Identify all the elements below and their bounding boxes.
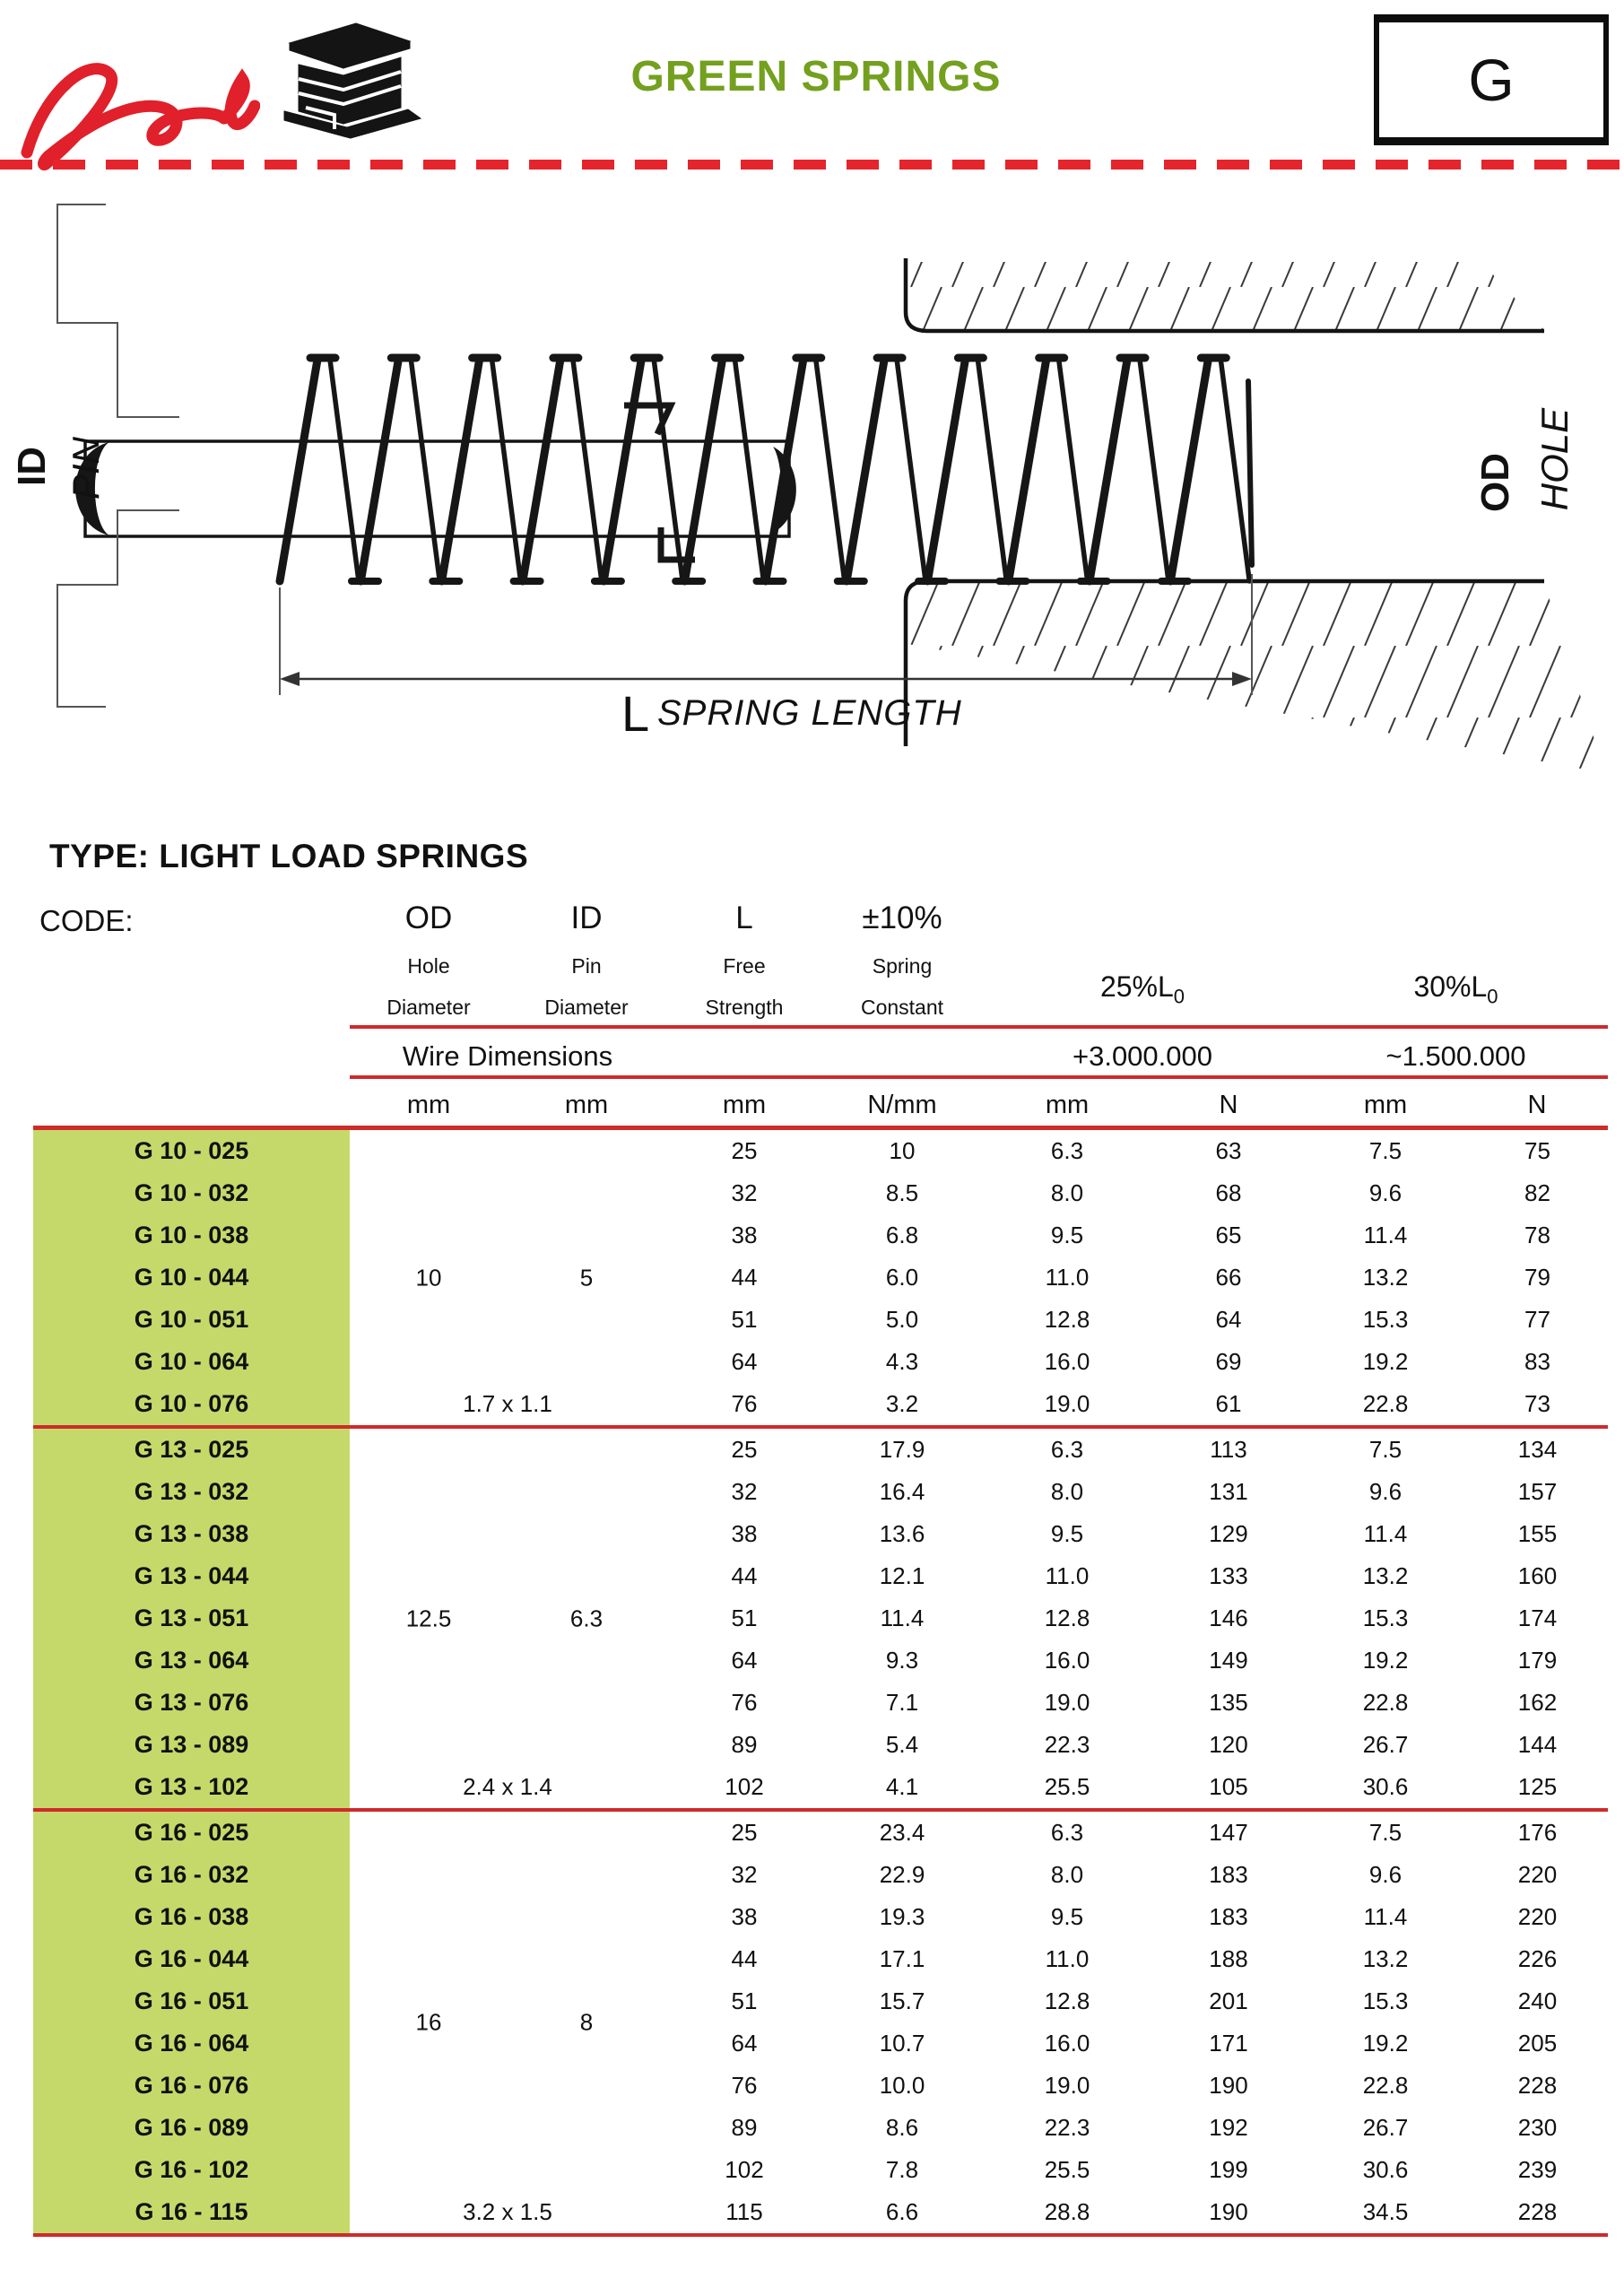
col-header-id: ID — [570, 900, 603, 935]
cell-free-length: 89 — [731, 1731, 758, 1758]
table-row — [33, 1682, 1608, 1724]
cell-free-length: 115 — [725, 2198, 763, 2225]
cell-25-deflection: 19.0 — [1044, 1689, 1090, 1716]
cell-spring-constant: 10 — [889, 1137, 916, 1164]
cell-code: G 16 - 044 — [134, 1945, 249, 1972]
cell-30-force: 75 — [1524, 1137, 1550, 1164]
cell-25-deflection: 8.0 — [1050, 1478, 1084, 1505]
code-column-label: CODE: — [39, 904, 134, 937]
cell-free-length: 32 — [731, 1861, 758, 1888]
cell-30-deflection: 19.2 — [1362, 1647, 1409, 1674]
cell-code: G 16 - 102 — [134, 2156, 249, 2183]
cell-30-force: 228 — [1517, 2198, 1558, 2225]
cell-25-deflection: 9.5 — [1050, 1222, 1084, 1248]
cell-code: G 13 - 064 — [134, 1647, 249, 1674]
cell-25-deflection: 16.0 — [1044, 1348, 1090, 1375]
cell-spring-constant: 10.7 — [879, 2030, 925, 2057]
cell-code: G 16 - 076 — [134, 2072, 249, 2099]
cell-spring-constant: 8.5 — [885, 1179, 919, 1206]
cell-30-deflection: 7.5 — [1368, 1819, 1403, 1846]
cell-code: G 16 - 115 — [135, 2198, 248, 2225]
cell-spring-constant: 17.9 — [879, 1436, 925, 1463]
col-subheader-spring: Spring — [872, 954, 933, 978]
cell-25-force: 147 — [1209, 1819, 1248, 1846]
cell-code: G 10 - 038 — [134, 1222, 249, 1248]
cell-25-deflection: 25.5 — [1044, 1773, 1090, 1800]
table-section-2 — [0, 1812, 1624, 2233]
cell-code: G 16 - 064 — [134, 2030, 249, 2057]
cell-30-force: 162 — [1517, 1689, 1558, 1716]
cell-spring-constant: 12.1 — [879, 1562, 925, 1589]
table-row — [33, 2065, 1608, 2107]
cell-free-length: 38 — [731, 1903, 758, 1930]
cell-code: G 16 - 038 — [134, 1903, 249, 1930]
cell-30-force: 226 — [1517, 1945, 1558, 1972]
cell-25-deflection: 6.3 — [1050, 1137, 1084, 1164]
unit-30-deflection: mm — [1363, 1091, 1408, 1119]
table-row — [33, 1383, 1608, 1425]
cell-free-length: 102 — [725, 1773, 764, 1800]
cell-25-force: 183 — [1209, 1861, 1248, 1888]
cell-30-deflection: 15.3 — [1362, 1605, 1409, 1631]
header-rule-2 — [350, 1075, 1608, 1079]
cell-free-length: 38 — [731, 1520, 758, 1547]
cell-spring-constant: 6.8 — [885, 1222, 919, 1248]
cell-free-length: 32 — [731, 1478, 758, 1505]
cell-25-deflection: 12.8 — [1044, 1605, 1090, 1631]
section-id-value: 6.3 — [569, 1605, 604, 1631]
cell-25-force: 64 — [1215, 1306, 1242, 1333]
table-row — [33, 1854, 1608, 1896]
cell-spring-constant: 11.4 — [880, 1605, 925, 1631]
table-row — [33, 1555, 1608, 1597]
cell-code: G 10 - 032 — [134, 1179, 249, 1206]
col-subheader-strength: Strength — [705, 996, 784, 1019]
cell-code: G 13 - 076 — [134, 1689, 249, 1716]
cell-spring-constant: 4.3 — [885, 1348, 919, 1375]
table-section-1 — [0, 1429, 1624, 1808]
cell-25-force: 133 — [1209, 1562, 1248, 1589]
cell-25-deflection: 11.0 — [1045, 1264, 1090, 1291]
cell-code: G 13 - 051 — [134, 1605, 249, 1631]
cell-25-force: 171 — [1209, 2030, 1248, 2057]
cell-25-force: 131 — [1209, 1478, 1248, 1505]
cell-spring-constant: 5.0 — [885, 1306, 919, 1333]
cell-25-deflection: 28.8 — [1044, 2198, 1090, 2225]
cell-spring-constant: 7.1 — [885, 1689, 919, 1716]
cell-30-deflection: 15.3 — [1362, 1987, 1409, 2014]
cell-code: G 10 - 051 — [134, 1306, 249, 1333]
table-row — [33, 1429, 1608, 1471]
cell-spring-constant: 3.2 — [885, 1390, 919, 1417]
cell-spring-constant: 6.6 — [885, 2198, 919, 2225]
cell-25-force: 190 — [1209, 2072, 1248, 2099]
cell-25-force: 146 — [1209, 1605, 1248, 1631]
cell-spring-constant: 7.8 — [885, 2156, 919, 2183]
cycles-25pct-note: +3.000.000 — [1072, 1040, 1212, 1072]
cell-code: G 16 - 051 — [134, 1987, 249, 2014]
cell-spring-constant: 8.6 — [885, 2114, 919, 2141]
spring-technical-drawing — [0, 0, 1624, 807]
cell-30-deflection: 11.4 — [1363, 1520, 1408, 1547]
cell-30-deflection: 30.6 — [1362, 2156, 1409, 2183]
cell-free-length: 51 — [731, 1605, 758, 1631]
pin-shape — [75, 441, 796, 536]
cell-spring-constant: 23.4 — [879, 1819, 925, 1846]
cell-25-deflection: 6.3 — [1050, 1819, 1084, 1846]
group-header-25pct-sub: 0 — [1173, 985, 1185, 1008]
cell-30-deflection: 7.5 — [1368, 1137, 1403, 1164]
cell-free-length: 64 — [731, 2030, 758, 2057]
cell-30-deflection: 34.5 — [1362, 2198, 1409, 2225]
cell-30-deflection: 13.2 — [1362, 1945, 1409, 1972]
section-id-value: 5 — [579, 1264, 594, 1291]
cell-30-force: 220 — [1517, 1903, 1558, 1930]
section-wire-dimensions: 3.2 x 1.5 — [463, 2198, 552, 2225]
cell-25-force: 201 — [1209, 1987, 1248, 2014]
col-subheader-hole-diameter: Diameter — [386, 996, 471, 1019]
section-wire-dimensions: 2.4 x 1.4 — [463, 1773, 552, 1800]
cell-30-force: 155 — [1517, 1520, 1558, 1547]
table-row — [33, 1130, 1608, 1172]
cell-30-deflection: 22.8 — [1362, 1689, 1409, 1716]
col-subheader-constant: Constant — [860, 996, 944, 1019]
cell-25-force: 188 — [1209, 1945, 1248, 1972]
cell-30-deflection: 9.6 — [1368, 1179, 1403, 1206]
group-header-30pct-sub: 0 — [1487, 985, 1498, 1008]
cell-spring-constant: 6.0 — [885, 1264, 919, 1291]
unit-30-force: N — [1527, 1091, 1547, 1119]
cell-30-deflection: 11.4 — [1363, 1903, 1408, 1930]
cell-30-deflection: 15.3 — [1362, 1306, 1409, 1333]
cell-30-deflection: 30.6 — [1362, 1773, 1409, 1800]
cell-30-deflection: 13.2 — [1362, 1264, 1409, 1291]
cell-30-deflection: 9.6 — [1368, 1478, 1403, 1505]
cell-free-length: 102 — [725, 2156, 764, 2183]
cell-25-deflection: 8.0 — [1050, 1861, 1084, 1888]
col-subheader-hole: Hole — [407, 954, 450, 978]
table-row — [33, 1471, 1608, 1513]
cell-code: G 10 - 076 — [134, 1390, 249, 1417]
cell-30-force: 78 — [1524, 1222, 1550, 1248]
table-row — [33, 2191, 1608, 2233]
table-row — [33, 2149, 1608, 2191]
cell-25-force: 190 — [1209, 2198, 1248, 2225]
type-heading: TYPE: LIGHT LOAD SPRINGS — [49, 838, 529, 874]
cell-25-force: 66 — [1215, 1264, 1242, 1291]
col-subheader-pin-diameter: Diameter — [544, 996, 629, 1019]
cell-spring-constant: 10.0 — [879, 2072, 925, 2099]
cell-free-length: 25 — [731, 1137, 758, 1164]
cell-free-length: 64 — [731, 1647, 758, 1674]
cell-25-deflection: 6.3 — [1050, 1436, 1084, 1463]
table-row — [33, 1341, 1608, 1383]
cell-30-deflection: 19.2 — [1362, 2030, 1409, 2057]
cell-25-force: 192 — [1209, 2114, 1248, 2141]
cell-25-deflection: 25.5 — [1044, 2156, 1090, 2183]
cell-free-length: 76 — [731, 1689, 758, 1716]
table-section-0 — [0, 1130, 1624, 1425]
cell-25-deflection: 16.0 — [1044, 1647, 1090, 1674]
group-header-30pct — [1304, 970, 1608, 1008]
page-title: GREEN SPRINGS — [630, 53, 1002, 100]
cell-30-force: 205 — [1517, 2030, 1558, 2057]
cell-25-force: 120 — [1209, 1731, 1248, 1758]
cell-25-force: 63 — [1215, 1137, 1242, 1164]
section-od-value: 10 — [415, 1264, 442, 1291]
cell-30-deflection: 22.8 — [1362, 2072, 1409, 2099]
unit-25-deflection: mm — [1045, 1091, 1090, 1119]
cell-code: G 10 - 064 — [134, 1348, 249, 1375]
pin-axis-label: PIN — [65, 436, 107, 500]
cell-code: G 16 - 025 — [134, 1819, 249, 1846]
cell-free-length: 44 — [731, 1945, 758, 1972]
cell-25-deflection: 22.3 — [1044, 2114, 1090, 2141]
group-header-30pct-text: 30%L — [1413, 970, 1488, 1003]
cell-30-force: 125 — [1517, 1773, 1558, 1800]
cell-free-length: 51 — [731, 1306, 758, 1333]
cell-30-deflection: 13.2 — [1362, 1562, 1409, 1589]
table-row — [33, 1812, 1608, 1854]
length-label: SPRING LENGTH — [657, 693, 962, 733]
table-row — [33, 1214, 1608, 1257]
cell-code: G 13 - 025 — [134, 1436, 249, 1463]
cell-30-force: 174 — [1517, 1605, 1558, 1631]
section-od-value: 12.5 — [405, 1605, 452, 1631]
cell-30-force: 176 — [1517, 1819, 1558, 1846]
cell-free-length: 44 — [731, 1562, 758, 1589]
cell-25-force: 199 — [1209, 2156, 1248, 2183]
unit-id: mm — [564, 1091, 609, 1119]
spring-table-body — [0, 1126, 1624, 2237]
cell-25-deflection: 8.0 — [1050, 1179, 1084, 1206]
table-row — [33, 1513, 1608, 1555]
col-header-l: L — [735, 900, 753, 935]
cell-code: G 13 - 038 — [134, 1520, 249, 1547]
cell-spring-constant: 13.6 — [879, 1520, 925, 1547]
cell-code: G 10 - 025 — [134, 1137, 249, 1164]
cell-spring-constant: 5.4 — [885, 1731, 919, 1758]
table-row — [33, 1597, 1608, 1639]
cell-code: G 13 - 032 — [134, 1478, 249, 1505]
cell-free-length: 64 — [731, 1348, 758, 1375]
table-row — [33, 1896, 1608, 1938]
cell-free-length: 25 — [731, 1819, 758, 1846]
hole-block-top — [906, 258, 1544, 331]
cell-25-force: 61 — [1215, 1390, 1242, 1417]
cell-free-length: 76 — [731, 1390, 758, 1417]
od-axis-label: OD — [1473, 453, 1517, 512]
cell-25-force: 65 — [1215, 1222, 1242, 1248]
cell-30-force: 144 — [1517, 1731, 1558, 1758]
cell-30-force: 82 — [1524, 1179, 1550, 1206]
wire-dimensions-header: Wire Dimensions — [402, 1040, 613, 1072]
cell-30-force: 240 — [1517, 1987, 1558, 2014]
table-row — [33, 1766, 1608, 1808]
cell-30-deflection: 11.4 — [1363, 1222, 1408, 1248]
cell-30-force: 134 — [1517, 1436, 1558, 1463]
cell-free-length: 89 — [731, 2114, 758, 2141]
cell-free-length: 38 — [731, 1222, 758, 1248]
cell-25-force: 129 — [1209, 1520, 1248, 1547]
section-id-value: 8 — [579, 2008, 594, 2036]
cell-30-deflection: 26.7 — [1362, 1731, 1409, 1758]
cell-30-force: 79 — [1524, 1264, 1550, 1291]
cell-spring-constant: 17.1 — [879, 1945, 925, 1972]
cell-30-deflection: 22.8 — [1362, 1390, 1409, 1417]
cell-30-force: 157 — [1517, 1478, 1558, 1505]
cell-spring-constant: 4.1 — [885, 1773, 919, 1800]
cell-30-deflection: 9.6 — [1368, 1861, 1403, 1888]
table-row — [33, 1257, 1608, 1299]
cell-25-force: 183 — [1209, 1903, 1248, 1930]
hole-axis-label: HOLE — [1533, 407, 1576, 511]
cell-code: G 13 - 044 — [134, 1562, 249, 1589]
cell-30-force: 220 — [1517, 1861, 1558, 1888]
cell-30-force: 160 — [1517, 1562, 1558, 1589]
cell-spring-constant: 22.9 — [879, 1861, 925, 1888]
table-row — [33, 1299, 1608, 1341]
cell-spring-constant: 16.4 — [879, 1478, 925, 1505]
cell-30-deflection: 7.5 — [1368, 1436, 1403, 1463]
cell-25-deflection: 12.8 — [1044, 1987, 1090, 2014]
cell-30-force: 73 — [1524, 1390, 1550, 1417]
cell-spring-constant: 19.3 — [879, 1903, 925, 1930]
cell-25-force: 105 — [1209, 1773, 1248, 1800]
cell-25-force: 68 — [1215, 1179, 1242, 1206]
cell-free-length: 44 — [731, 1264, 758, 1291]
col-header-od: OD — [404, 900, 453, 935]
cell-25-force: 135 — [1209, 1689, 1248, 1716]
cell-code: G 16 - 089 — [134, 2114, 249, 2141]
col-header-tolerance: ±10% — [862, 900, 942, 935]
cell-spring-constant: 15.7 — [879, 1987, 925, 2014]
section-letter: G — [1468, 47, 1515, 113]
cell-code: G 16 - 032 — [134, 1861, 249, 1888]
table-row — [33, 2022, 1608, 2065]
cell-30-force: 83 — [1524, 1348, 1550, 1375]
header-rule-1 — [350, 1025, 1608, 1029]
cell-25-deflection: 9.5 — [1050, 1520, 1084, 1547]
cell-25-deflection: 19.0 — [1044, 1390, 1090, 1417]
section-od-value: 16 — [415, 2008, 442, 2036]
cell-free-length: 32 — [731, 1179, 758, 1206]
cell-30-force: 77 — [1524, 1306, 1550, 1333]
cell-code: G 13 - 089 — [134, 1731, 249, 1758]
table-row — [33, 1172, 1608, 1214]
cell-30-force: 239 — [1517, 2156, 1558, 2183]
cell-25-deflection: 11.0 — [1045, 1945, 1090, 1972]
cell-30-force: 230 — [1517, 2114, 1558, 2141]
group-header-25pct — [981, 970, 1304, 1008]
unit-constant: N/mm — [867, 1091, 937, 1119]
table-row — [33, 1938, 1608, 1980]
id-axis-label: ID — [10, 447, 54, 486]
group-header-25pct-text: 25%L — [1099, 970, 1174, 1003]
cell-25-deflection: 12.8 — [1044, 1306, 1090, 1333]
cell-30-deflection: 26.7 — [1362, 2114, 1409, 2141]
cell-25-force: 69 — [1215, 1348, 1242, 1375]
hole-block-bottom — [906, 581, 1605, 773]
cell-25-force: 113 — [1210, 1436, 1247, 1463]
cell-25-force: 149 — [1209, 1647, 1248, 1674]
cell-code: G 10 - 044 — [134, 1264, 249, 1291]
unit-25-force: N — [1219, 1091, 1238, 1119]
cell-30-force: 179 — [1517, 1647, 1558, 1674]
cell-30-force: 228 — [1517, 2072, 1558, 2099]
col-subheader-pin: Pin — [571, 954, 602, 978]
col-subheader-free: Free — [723, 954, 766, 978]
cell-30-deflection: 19.2 — [1362, 1348, 1409, 1375]
cell-25-deflection: 19.0 — [1044, 2072, 1090, 2099]
table-row — [33, 1724, 1608, 1766]
table-row — [33, 2107, 1608, 2149]
length-symbol: L — [621, 685, 650, 742]
section-divider-rule — [33, 2233, 1608, 2237]
cell-25-deflection: 22.3 — [1044, 1731, 1090, 1758]
unit-l: mm — [722, 1091, 767, 1119]
table-row — [33, 1639, 1608, 1682]
cell-25-deflection: 9.5 — [1050, 1903, 1084, 1930]
section-wire-dimensions: 1.7 x 1.1 — [463, 1390, 552, 1417]
cell-25-deflection: 11.0 — [1045, 1562, 1090, 1589]
cell-code: G 13 - 102 — [134, 1773, 249, 1800]
table-row — [33, 1980, 1608, 2022]
cell-spring-constant: 9.3 — [885, 1647, 919, 1674]
cell-25-deflection: 16.0 — [1044, 2030, 1090, 2057]
cell-free-length: 25 — [731, 1436, 758, 1463]
cycles-30pct-note: ~1.500.000 — [1385, 1040, 1526, 1072]
cell-free-length: 76 — [731, 2072, 758, 2099]
unit-od: mm — [406, 1091, 451, 1119]
cell-free-length: 51 — [731, 1987, 758, 2014]
